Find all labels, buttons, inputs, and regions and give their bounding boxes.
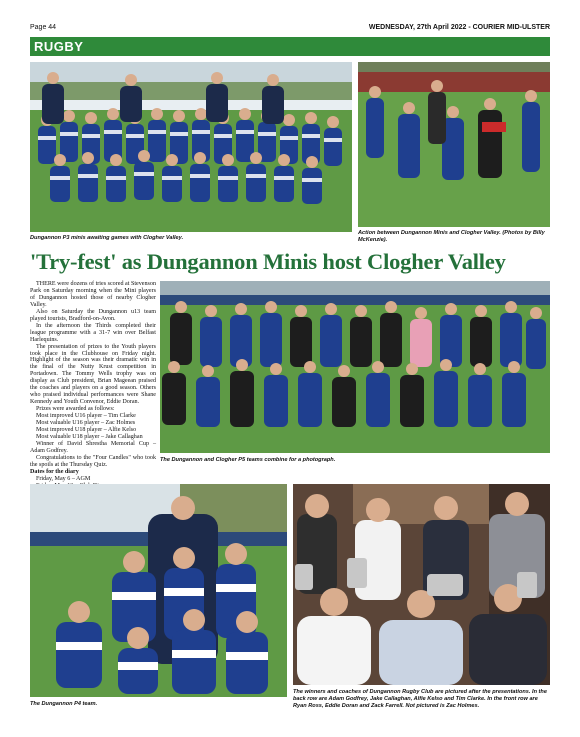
article-headline: 'Try-fest' as Dungannon Minis host Clogher Valley	[30, 249, 506, 274]
article-paragraph: Also on Saturday the Dungannon u13 team played tourists, Bradford-on-Avon.	[30, 308, 156, 322]
caption-action: Action between Dungannon Minis and Clogher Valley. (Photos by Billy McKenzie).	[358, 230, 545, 243]
page-header	[30, 22, 550, 34]
caption-p4: The Dungannon P4 team.	[30, 701, 98, 707]
award-item: Most improved U16 player – Tim Clarke	[36, 413, 136, 420]
award-item: Congratulations to the "Four Candles" who took the spoils at the Thursday Quiz.	[30, 454, 156, 468]
award-item: Winner of David Shrestha Memorial Cup – Adam Godfrey.	[30, 440, 156, 454]
caption-p3: Dungannon P3 minis awaiting games with Clogher Valley.	[30, 235, 184, 241]
caption-p5: The Dungannon and Clogher P5 teams combine for a photograph.	[160, 457, 336, 463]
awards-intro: Prizes were awarded as follows:	[36, 406, 115, 413]
article-paragraph: THERE were dozens of tries scored at Stevenson Park on Saturday morning when the Mini players of Dungannon hosted those of nearby Clogher Valley.	[30, 281, 156, 308]
photo-p4-image	[30, 484, 287, 697]
photo-action-image	[358, 62, 550, 227]
article-body	[30, 281, 156, 482]
date-line: WEDNESDAY, 27th April 2022 - COURIER MID-ULSTER	[368, 24, 550, 31]
photo-p3-image	[30, 62, 352, 232]
dates-heading: Dates for the diary	[30, 468, 79, 475]
photo-winners	[293, 484, 550, 685]
award-item: Most valuable U18 player – Jake Callaghan	[36, 433, 143, 440]
photo-p5-image	[160, 281, 550, 453]
page-number: Page 44	[30, 24, 57, 31]
award-item: Most valuable U16 player – Zac Holmes	[36, 420, 136, 427]
photo-winners-image	[293, 484, 550, 685]
section-title: RUGBY	[34, 39, 84, 54]
award-item: Most improved U18 player – Alfie Kelso	[36, 427, 137, 434]
caption-winners: The winners and coaches of Dungannon Rugby Club are pictured after the presentations. In the back row are Adam Godfrey, Jake Callaghan, Alfie Kelso and Tim Clarke. In the front row are Ryan Ross, Eddie Doran and Zack Farrell. Not pictured is Zac Holmes.	[293, 689, 547, 709]
photo-p4-team	[30, 484, 287, 697]
photo-p3-minis	[30, 62, 352, 232]
article-paragraph: In the afternoon the Thirds completed their league programme with a 31-7 win over Belfast Harlequins.	[30, 322, 156, 343]
article-paragraph: The presentation of prizes to the Youth players took place in the Clubhouse on Friday night. Highlight of the season was their dramatic win in the final of the Nutty Krust competition in Portadown. The Tommy Wells trophy was on display as Club president, Brian Mageean praised the coaches and players on a good season. Others who praised individual performances were Shane Kennedy and Youth Convenor, Eddie Doran.	[30, 343, 156, 406]
photo-p5-teams	[160, 281, 550, 453]
date-item: Friday, May 6 – AGM	[36, 475, 91, 482]
photo-action	[358, 62, 550, 227]
section-bar	[30, 37, 550, 56]
